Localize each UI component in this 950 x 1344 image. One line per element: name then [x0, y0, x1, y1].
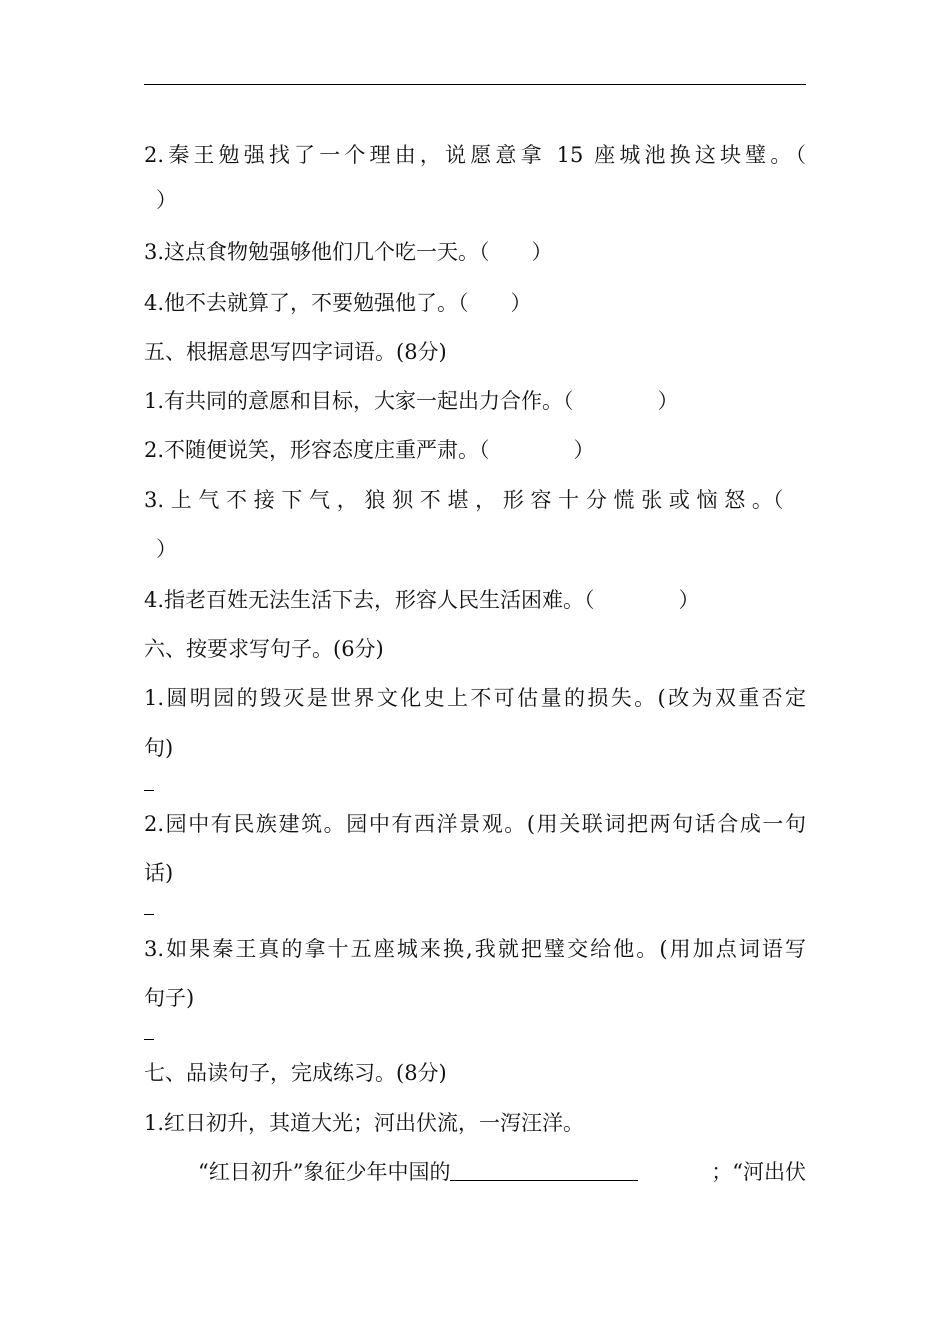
- s5-item-1: 1.有共同的意愿和目标，大家一起出力合作。（ ）: [144, 389, 679, 413]
- s5-item-4: 4.指老百姓无法生活下去，形容人民生活困难。（ ）: [144, 588, 700, 612]
- s6-item-2-line1: 2.园中有民族建筑。园中有西洋景观。(用关联词把两句话合成一句: [144, 812, 806, 836]
- s6-item-1-answer-line[interactable]: [144, 790, 154, 791]
- s5-item-3-line2: ）: [156, 537, 177, 561]
- s7-fill-line: [198, 1160, 806, 1184]
- s6-item-3-line1: 3.如果秦王真的拿十五座城来换,我就把璧交给他。(用加点词语写: [144, 937, 806, 961]
- s7-item-1: 1.红日初升，其道大光；河出伏流，一泻汪洋。: [144, 1111, 585, 1135]
- s6-item-2-answer-line[interactable]: [144, 914, 154, 915]
- s5-item-2: 2.不随便说笑，形容态度庄重严肃。（ ）: [144, 438, 595, 462]
- s6-item-1-line2: 句): [144, 736, 174, 760]
- section6-heading: 六、按要求写句子。(6分): [144, 637, 384, 661]
- s4-item-2-line2: ）: [156, 188, 177, 212]
- section5-heading: 五、根据意思写四字词语。(8分): [144, 340, 447, 364]
- s6-item-3-line2: 句子): [144, 986, 195, 1010]
- s6-item-3-answer-line[interactable]: [144, 1039, 154, 1040]
- header-rule: [144, 84, 806, 85]
- s4-item-3: 3.这点食物勉强够他们几个吃一天。（ ）: [144, 240, 553, 264]
- s4-item-4: 4.他不去就算了，不要勉强他了。（ ）: [144, 291, 532, 315]
- s6-item-2-line2: 话): [144, 861, 174, 885]
- section7-heading: 七、品读句子，完成练习。(8分): [144, 1061, 447, 1085]
- s7-fill-prefix: “红日初升”象征少年中国的: [198, 1160, 451, 1184]
- s4-item-2-line1: 2.秦王勉强找了一个理由，说愿意拿 15 座城池换这块璧。（: [144, 143, 806, 167]
- s7-fill-blank[interactable]: [450, 1160, 638, 1181]
- s6-item-1-line1: 1.圆明园的毁灭是世界文化史上不可估量的损失。(改为双重否定: [144, 686, 806, 710]
- s5-item-3-line1: 3. 上 气 不 接 下 气 ， 狼 狈 不 堪 ， 形 容 十 分 慌 张 或 恼 怒 。（: [144, 488, 784, 512]
- s7-fill-suffix: ；“河出伏: [711, 1160, 806, 1184]
